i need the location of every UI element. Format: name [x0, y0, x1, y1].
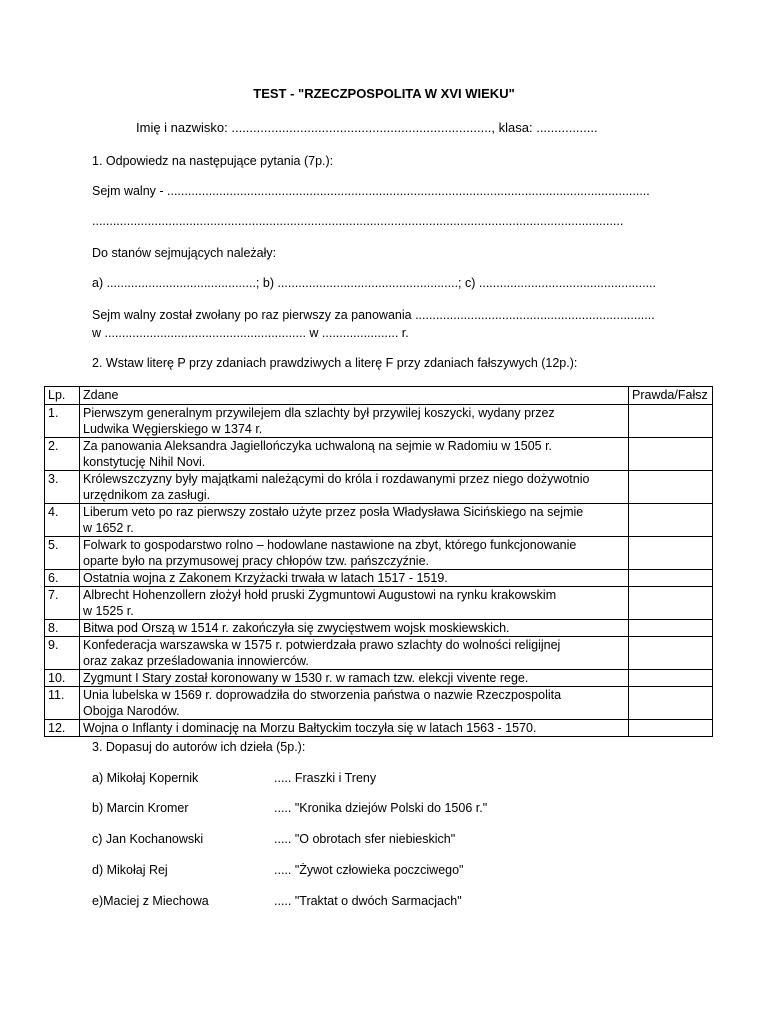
row-number: 10. [45, 670, 80, 687]
statement-line-1: Królewszczyzny były majątkami należącymi do króla i rozdawanymi przez niego dożywotnio [83, 472, 590, 486]
row-statement [80, 405, 629, 438]
table-row [45, 471, 713, 504]
header-statement: Zdane [80, 387, 629, 405]
row-statement [80, 587, 629, 620]
author-a: a) Mikołaj Kopernik [92, 771, 199, 785]
table-row [45, 687, 713, 720]
statement-line-1: Liberum veto po raz pierwszy zostało użyte przez posła Władysława Sicińskiego na sejmie [83, 505, 584, 519]
statement-line-1: Folwark to gospodarstwo rolno – hodowlane nastawione na zbyt, którego funkcjonowanie [83, 538, 577, 552]
estates-label: Do stanów sejmujących należały: [92, 246, 277, 260]
section2-heading: 2. Wstaw literę P przy zdaniach prawdziwych a literę F przy zdaniach fałszywych (12p.): [92, 356, 578, 370]
answer-cell[interactable] [629, 471, 713, 504]
row-number: 7. [45, 587, 80, 620]
statement-line-1: Bitwa pod Orszą w 1514 r. zakończyła się zwycięstwem wojsk moskiewskich. [83, 621, 510, 635]
header-answer: Prawda/Fałsz [629, 387, 713, 405]
row-number: 9. [45, 637, 80, 670]
statement-line-1: Ostatnia wojna z Zakonem Krzyżacki trwała w latach 1517 - 1519. [83, 571, 448, 585]
statement-line-1: Konfederacja warszawska w 1575 r. potwierdzała prawo szlachty do wolności religijnej [83, 638, 561, 652]
statement-line-2: oraz zakaz prześladowania innowierców. [83, 654, 309, 668]
statement-line-2: Obojga Narodów. [83, 704, 180, 718]
row-statement [80, 637, 629, 670]
row-number: 3. [45, 471, 80, 504]
statement-line-2: urzędnikom za zasługi. [83, 488, 211, 502]
table-row [45, 504, 713, 537]
author-e: e)Maciej z Miechowa [92, 894, 209, 908]
row-number: 12. [45, 720, 80, 737]
answer-cell[interactable] [629, 405, 713, 438]
table-row [45, 405, 713, 438]
answer-cell[interactable] [629, 438, 713, 471]
work-d: ..... "Żywot człowieka poczciwego" [274, 863, 464, 877]
row-statement [80, 620, 629, 637]
row-number: 6. [45, 570, 80, 587]
first-sejm-line-2: w .......................................................... w ...................... r. [92, 326, 409, 340]
row-number: 8. [45, 620, 80, 637]
statement-line-1: Pierwszym generalnym przywilejem dla szlachty był przywilej koszycki, wydany przez [83, 406, 555, 420]
answer-cell[interactable] [629, 587, 713, 620]
header-lp: Lp. [45, 387, 80, 405]
answer-cell[interactable] [629, 537, 713, 570]
answer-cell[interactable] [629, 720, 713, 737]
row-number: 4. [45, 504, 80, 537]
statement-line-1: Zygmunt I Stary został koronowany w 1530 r. w ramach tzw. elekcji vivente rege. [83, 671, 529, 685]
sejm-answer-line-1: Sejm walny - ........................................................................................................................................... [92, 184, 650, 198]
statement-line-1: Albrecht Hohenzollern złożył hołd pruski Zygmuntowi Augustowi na rynku krakowskim [83, 588, 557, 602]
answer-cell[interactable] [629, 620, 713, 637]
row-statement [80, 438, 629, 471]
answer-cell[interactable] [629, 687, 713, 720]
table-row [45, 587, 713, 620]
answer-cell[interactable] [629, 570, 713, 587]
statement-line-1: Wojna o Inflanty i dominację na Morzu Bałtyckim toczyła się w latach 1563 - 1570. [83, 721, 537, 735]
author-d: d) Mikołaj Rej [92, 863, 168, 877]
row-statement [80, 504, 629, 537]
statement-line-2: w 1652 r. [83, 521, 134, 535]
statement-line-2: Ludwika Węgierskiego w 1374 r. [83, 422, 263, 436]
answer-cell[interactable] [629, 637, 713, 670]
work-a: ..... Fraszki i Treny [274, 771, 377, 785]
table-row [45, 720, 713, 737]
answer-cell[interactable] [629, 504, 713, 537]
work-b: ..... "Kronika dziejów Polski do 1506 r." [274, 801, 488, 815]
row-statement [80, 570, 629, 587]
row-statement [80, 471, 629, 504]
statement-line-2: oparte było na przymusowej pracy chłopów tzw. pańszczyźnie. [83, 554, 429, 568]
first-sejm-line-1: Sejm walny został zwołany po raz pierwszy za panowania ..................................................................... [92, 308, 655, 322]
row-number: 2. [45, 438, 80, 471]
row-statement [80, 537, 629, 570]
true-false-table [44, 386, 713, 737]
row-number: 11. [45, 687, 80, 720]
statement-line-1: Za panowania Aleksandra Jagiellończyka uchwaloną na sejmie w Radomiu w 1505 r. [83, 439, 553, 453]
statement-line-2: w 1525 r. [83, 604, 134, 618]
table-row [45, 438, 713, 471]
table-row [45, 637, 713, 670]
table-header-row [45, 387, 713, 405]
section3-heading: 3. Dopasuj do autorów ich dzieła (5p.): [92, 740, 306, 754]
row-statement [80, 720, 629, 737]
table-row [45, 670, 713, 687]
name-class-line: Imię i nazwisko: ........................................................................, klasa: ................. [136, 120, 598, 135]
statement-line-2: konstytucję Nihil Novi. [83, 455, 206, 469]
work-c: ..... "O obrotach sfer niebieskich" [274, 832, 456, 846]
table-row [45, 537, 713, 570]
row-number: 1. [45, 405, 80, 438]
work-e: ..... "Traktat o dwóch Sarmacjach" [274, 894, 462, 908]
author-b: b) Marcin Kromer [92, 801, 189, 815]
estates-answer-line: a) ...........................................; b) ....................................................; c) ................................................... [92, 276, 656, 290]
section1-heading: 1. Odpowiedz na następujące pytania (7p.): [92, 154, 334, 168]
row-statement [80, 670, 629, 687]
statement-line-1: Unia lubelska w 1569 r. doprowadziła do stworzenia państwa o nazwie Rzeczpospolita [83, 688, 562, 702]
table-row [45, 570, 713, 587]
row-statement [80, 687, 629, 720]
sejm-answer-line-2: ......................................................................................................................................................... [92, 214, 624, 228]
author-c: c) Jan Kochanowski [92, 832, 204, 846]
table-row [45, 620, 713, 637]
answer-cell[interactable] [629, 670, 713, 687]
page-title: TEST - "RZECZPOSPOLITA W XVI WIEKU" [253, 86, 515, 101]
row-number: 5. [45, 537, 80, 570]
